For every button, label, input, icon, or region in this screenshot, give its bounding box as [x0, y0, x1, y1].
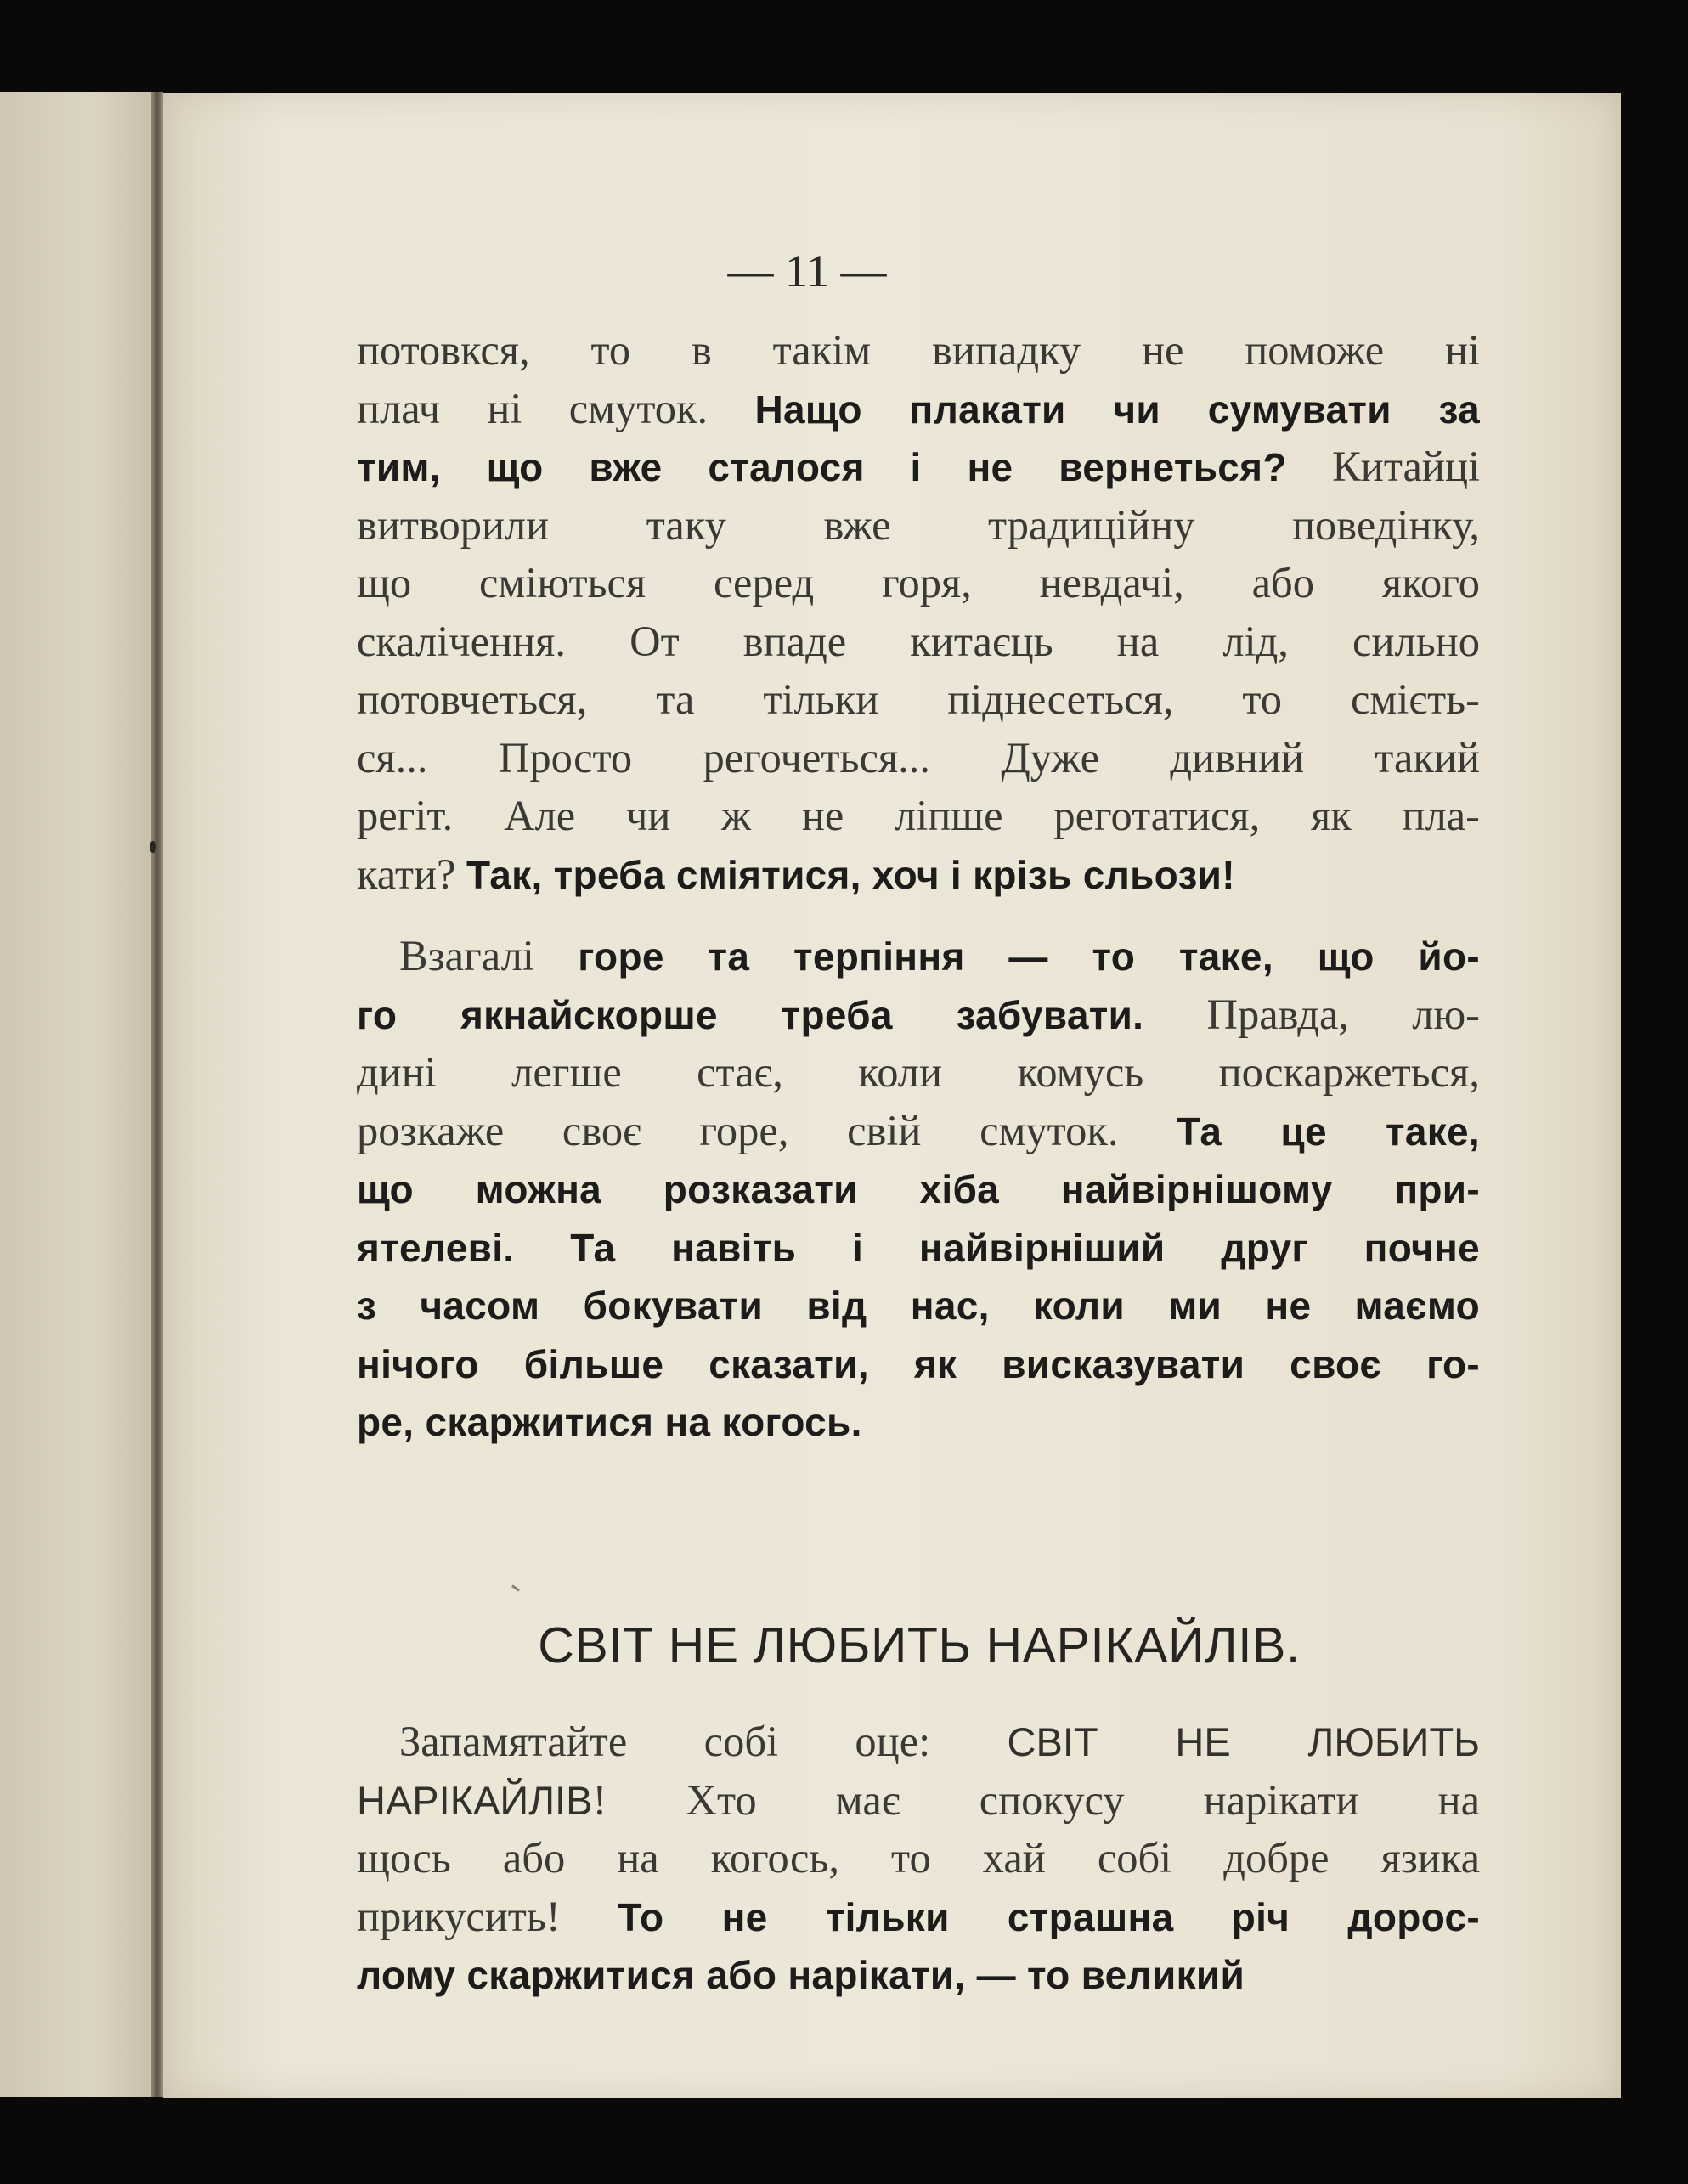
book-page [163, 93, 1621, 2098]
bold-text: го якнайскорше треба забувати. [357, 992, 1144, 1037]
book-gutter [151, 92, 163, 2097]
text-run: кати? [357, 849, 467, 898]
text-line [357, 1829, 1480, 1888]
bold-text: нічого більше сказати, як висказувати своє го- [357, 1341, 1480, 1386]
bold-text: лому скаржитися або нарікати, — то великий [357, 1953, 1245, 1997]
text-run: Взагалі [399, 932, 579, 979]
text-line [357, 927, 1480, 985]
text-line [357, 1102, 1480, 1160]
text-run: прикусить! [357, 1892, 618, 1940]
text-line [357, 1276, 1480, 1335]
text-line [357, 321, 1480, 380]
bold-text: горе та терпіння — то таке, що йо- [578, 934, 1480, 979]
bold-text: Так, треба сміятися, хоч і крізь сльози! [466, 852, 1235, 897]
bold-text: ре, скаржитися на когось. [357, 1400, 862, 1444]
text-run: що сміються серед горя, невдачі, або якого [357, 559, 1480, 607]
text-run: потовкся, то в такім випадку не поможе ні [357, 326, 1480, 374]
text-run: ся... Просто регочеться... Дуже дивний такий [357, 733, 1480, 782]
text-line [357, 1335, 1480, 1393]
text-line [357, 1043, 1480, 1102]
bold-text: То не тільки страшна річ дорос- [618, 1894, 1480, 1939]
paragraph-3 [357, 1713, 1480, 2004]
text-line [357, 845, 1480, 904]
text-run: розкаже своє горе, свій смуток. [357, 1106, 1177, 1154]
pencil-mark [511, 1584, 520, 1591]
page-number: — 11 — [727, 245, 887, 296]
text-run: щось або на когось, то хай собі добре язика [357, 1834, 1480, 1882]
bold-text: що можна розказати хіба найвірнішому при- [357, 1167, 1480, 1211]
text-line [357, 1713, 1480, 1771]
text-run: НАРІКАЙЛІВ [357, 1777, 593, 1823]
text-run: скалічення. От впаде китаєць на лід, сильно [357, 617, 1480, 665]
text-run: СВІТ НЕ ЛЮБИТЬ [1007, 1719, 1481, 1764]
bold-text: Та це таке, [1177, 1109, 1480, 1154]
text-line [357, 554, 1480, 612]
text-run: витворили таку вже традиційну поведінку, [357, 500, 1480, 549]
text-line [357, 985, 1480, 1044]
text-run: плач ні смуток. [357, 384, 755, 432]
text-run: Запамятайте собі оце: [399, 1718, 1008, 1765]
text-line [357, 670, 1480, 729]
text-run: регіт. Але чи ж не ліпше реготатися, як пла- [357, 792, 1480, 839]
text-run: потовчеться, та тільки піднесеться, то смієть- [357, 675, 1480, 723]
body-text-bottom [357, 1713, 1480, 2004]
bold-text: Нащо плакати чи сумувати за [754, 387, 1480, 432]
paragraph-2 [357, 927, 1480, 1451]
text-line [357, 787, 1480, 845]
text-run: ! Хто має спокусу нарікати на [592, 1775, 1480, 1824]
text-line [357, 496, 1480, 555]
text-line [357, 1160, 1480, 1218]
page-edge-mark [150, 841, 156, 853]
bold-text: ятелеві. Та навіть і найвірніший друг почне [357, 1225, 1480, 1270]
text-line [357, 437, 1480, 496]
paragraph-1 [357, 321, 1480, 903]
text-line [357, 1218, 1480, 1277]
text-line [357, 1771, 1480, 1830]
text-line [357, 1945, 1480, 2004]
text-run: дині легше стає, коли комусь поскаржеться, [357, 1048, 1480, 1096]
section-heading: СВІТ НЕ ЛЮБИТЬ НАРІКАЙЛІВ. [538, 1617, 1301, 1673]
bold-text: з часом бокувати від нас, коли ми не маємо [357, 1284, 1480, 1328]
text-run: Китайці [1286, 443, 1481, 490]
bold-text: тим, що вже сталося і не вернеться? [357, 445, 1287, 489]
text-line [357, 380, 1480, 438]
text-run: Правда, лю- [1143, 990, 1480, 1038]
left-page-edge [0, 92, 151, 2097]
text-line [357, 729, 1480, 787]
text-line [357, 612, 1480, 671]
text-line [357, 1392, 1480, 1451]
text-line [357, 1888, 1480, 1946]
body-text-top [357, 321, 1480, 1451]
